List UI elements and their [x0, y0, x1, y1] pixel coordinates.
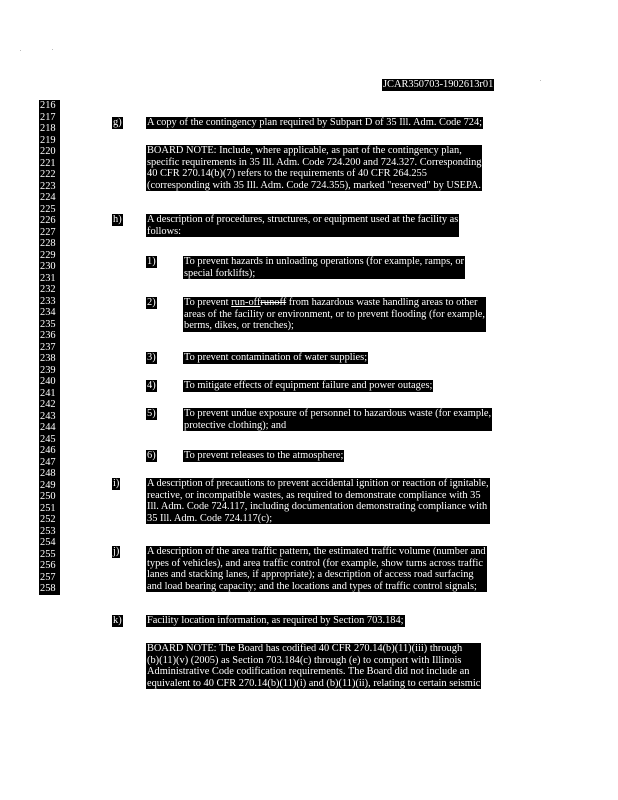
- item-h3-line: To prevent contamination of water supplies;: [184, 352, 368, 363]
- item-h4-line: To mitigate effects of equipment failure and power outages;: [184, 380, 433, 391]
- item-label-h5: 5): [147, 408, 156, 419]
- line-number: 231: [39, 273, 60, 285]
- item-j-line: A description of the area traffic pattern, the estimated traffic volume (number and: [147, 546, 486, 557]
- text-run: from hazardous waste handling areas to other: [286, 297, 478, 308]
- line-number: 235: [39, 319, 60, 331]
- board-note-line: 40 CFR 270.14(b)(7) refers to the requirements of 40 CFR 264.255: [146, 168, 482, 180]
- item-h1-text: [183, 256, 465, 279]
- line-number: 222: [39, 169, 60, 181]
- item-h1-line: To prevent hazards in unloading operations (for example, ramps, or: [184, 256, 465, 267]
- line-number: 233: [39, 296, 60, 308]
- item-k-board-note: [146, 643, 481, 689]
- line-number: 242: [39, 399, 60, 411]
- item-label-k: k): [113, 615, 122, 626]
- line-number: 248: [39, 468, 60, 480]
- item-h5-line: To prevent undue exposure of personnel to hazardous waste (for example,: [184, 408, 492, 419]
- line-number: 232: [39, 284, 60, 296]
- item-i-line: Ill. Adm. Code 724.117, including documentation demonstrating compliance with: [146, 501, 490, 513]
- line-number: 228: [39, 238, 60, 250]
- line-number: 250: [39, 491, 60, 503]
- document-id-text: JCAR350703-1902613r01: [383, 79, 494, 90]
- item-k-text: [146, 615, 405, 627]
- line-number: 249: [39, 480, 60, 492]
- line-number: 243: [39, 411, 60, 423]
- item-h2-line: berms, dikes, or trenches);: [183, 320, 486, 332]
- line-number: 245: [39, 434, 60, 446]
- line-number: 219: [39, 135, 60, 147]
- line-number: 223: [39, 181, 60, 193]
- item-h6-line: To prevent releases to the atmosphere;: [184, 450, 344, 461]
- item-j-line: lanes and stacking lanes, if appropriate); a description of access road surfacing: [146, 569, 487, 581]
- item-h2-line: areas of the facility or environment, or to prevent flooding (for example,: [184, 308, 485, 320]
- line-number: 257: [39, 572, 60, 584]
- item-h1-line: special forklifts);: [183, 268, 465, 280]
- board-note-line: specific requirements in 35 Ill. Adm. Code 724.200 and 724.327. Corresponding: [147, 156, 482, 168]
- item-g-line: A copy of the contingency plan required by Subpart D of 35 Ill. Adm. Code 724;: [147, 117, 483, 128]
- item-label-h4: 4): [147, 380, 156, 391]
- item-label-h: h): [113, 214, 122, 225]
- line-number: 251: [39, 503, 60, 515]
- document-id-header: [382, 74, 494, 92]
- item-h-line: follows:: [146, 226, 459, 238]
- item-h5-text: [183, 408, 492, 431]
- line-number: 239: [39, 365, 60, 377]
- line-number: 236: [39, 330, 60, 342]
- item-i-line: A description of precautions to prevent accidental ignition or reaction of ignitable,: [147, 478, 489, 489]
- deleted-text: runoff: [260, 297, 287, 308]
- inserted-text: run-off: [231, 297, 261, 308]
- line-number: 227: [39, 227, 60, 239]
- scan-speck: [20, 50, 21, 51]
- item-h4-text: [183, 380, 433, 392]
- line-number: 229: [39, 250, 60, 262]
- item-label-h3: 3): [147, 352, 156, 363]
- line-number: 252: [39, 514, 60, 526]
- line-number: 254: [39, 537, 60, 549]
- item-i-text: [146, 478, 490, 524]
- board-note-line: Administrative Code codification requirements. The Board did not include an: [146, 666, 481, 678]
- line-number: 230: [39, 261, 60, 273]
- line-number: 247: [39, 457, 60, 469]
- item-h2-first-line: [183, 297, 486, 309]
- line-number: 224: [39, 192, 60, 204]
- item-label-j: j): [113, 546, 120, 557]
- scan-speck: [540, 80, 541, 81]
- line-number: 246: [39, 445, 60, 457]
- item-h-text: [146, 214, 459, 237]
- line-number: 240: [39, 376, 60, 388]
- line-number: 255: [39, 549, 60, 561]
- board-note-line: (corresponding with 35 Ill. Adm. Code 724.355), marked "reserved" by USEPA.: [147, 179, 481, 191]
- scan-speck: [52, 49, 53, 50]
- line-number: 225: [39, 204, 60, 216]
- board-note-line: (b)(11)(v) (2005) as Section 703.184(c) through (e) to comport with Illinois: [146, 655, 481, 667]
- line-number: 221: [39, 158, 60, 170]
- item-i-line: reactive, or incompatible wastes, as required to demonstrate compliance with 35: [146, 490, 490, 502]
- item-label-h1: 1): [147, 256, 156, 267]
- item-g-board-note: [146, 145, 482, 191]
- line-number: 256: [39, 560, 60, 572]
- line-number: 217: [39, 112, 60, 124]
- line-number: 218: [39, 123, 60, 135]
- line-number: 258: [39, 583, 60, 595]
- item-label-h2: 2): [147, 297, 156, 308]
- line-number: 234: [39, 307, 60, 319]
- line-number: 220: [39, 146, 60, 158]
- item-h5-line: protective clothing); and: [183, 420, 492, 432]
- item-label-g: g): [113, 117, 122, 128]
- line-number: 253: [39, 526, 60, 538]
- item-h3-text: [183, 352, 368, 364]
- line-number: 238: [39, 353, 60, 365]
- item-label-h6: 6): [147, 450, 156, 461]
- item-h-line: A description of procedures, structures, or equipment used at the facility as: [147, 214, 459, 225]
- item-k-line: Facility location information, as required by Section 703.184;: [147, 615, 404, 626]
- board-note-line: equivalent to 40 CFR 270.14(b)(11)(i) and (b)(11)(ii), relating to certain seismic: [147, 677, 481, 689]
- item-j-text: [146, 546, 487, 592]
- item-h2-text: [183, 297, 486, 332]
- item-h6-text: [183, 450, 344, 462]
- line-number: 237: [39, 342, 60, 354]
- item-label-i: i): [113, 478, 120, 489]
- board-note-line: BOARD NOTE: Include, where applicable, as part of the contingency plan,: [146, 145, 482, 157]
- board-note-line: BOARD NOTE: The Board has codified 40 CFR 270.14(b)(11)(iii) through: [146, 643, 481, 655]
- line-number: 244: [39, 422, 60, 434]
- text-run: To prevent: [184, 297, 232, 308]
- line-number: 241: [39, 388, 60, 400]
- item-j-line: types of vehicles), and area traffic control (for example, show turns across traffic: [146, 558, 487, 570]
- item-i-line: 35 Ill. Adm. Code 724.117(c);: [146, 513, 490, 525]
- line-number: 216: [39, 100, 60, 112]
- line-number: 226: [39, 215, 60, 227]
- item-j-line: and load bearing capacity; and the locations and types of traffic control signals;: [146, 581, 487, 593]
- item-g-text: [146, 117, 483, 129]
